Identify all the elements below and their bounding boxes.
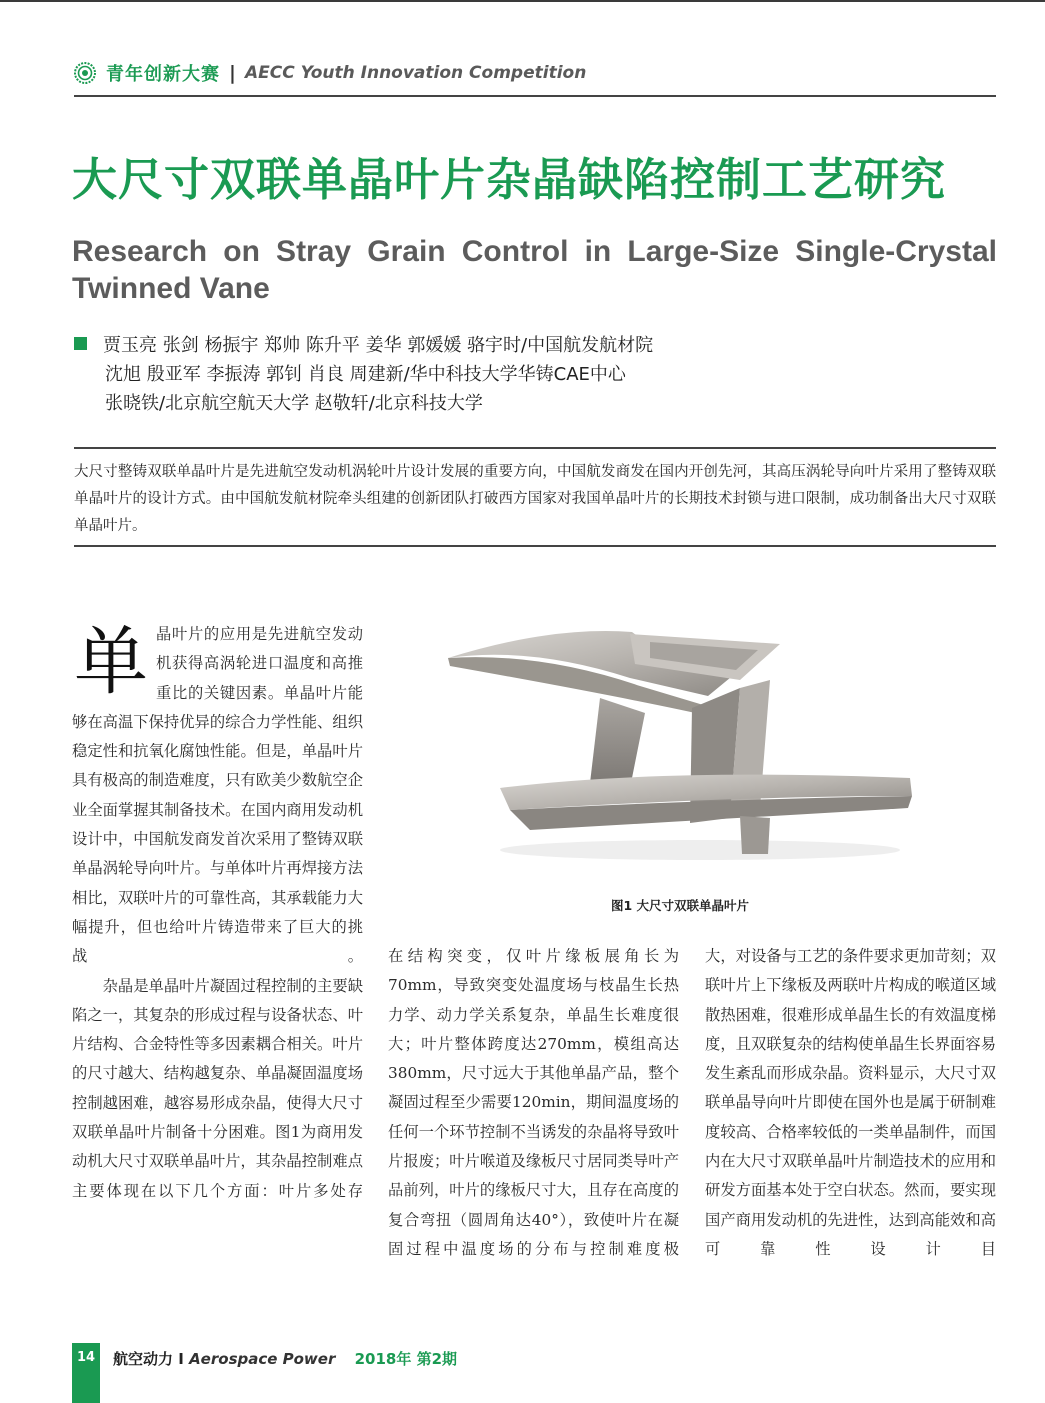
issue-label: 2018年 第2期 xyxy=(354,1350,458,1368)
paragraph: 晶叶片的应用是先进航空发动机获得高涡轮进口温度和高推重比的关键因素。单晶叶片能够在高温下保持优异的综合力学性能、组织稳定性和抗氧化腐蚀性能。但是，单晶叶片具有极高的制造难度，只有欧美少数航空企业全面掌握其制备技术。在国内商用发动机设计中，中国航发商发首次采用了整铸双联单晶涡轮导向叶片。与单体叶片再焊接方法相比，双联叶片的可靠性高，其承载能力大幅提升，但也给叶片铸造带来了巨大的挑战。 xyxy=(72,625,363,966)
paragraph: 大，对设备与工艺的条件要求更加苛刻；双联叶片上下缘板及两联叶片构成的喉道区域散热困难，很难形成单晶生长的有效温度梯度，且双联复杂的结构使单晶生长界面容易发生紊乱而形成杂晶。资料显示，大尺寸双联单晶导向叶片即使在国外也是属于研制难度较高、合格率较低的一类单晶制件，而国内在大尺寸双联单晶叶片制造技术的应用和研发方面基本处于空白状态。然而，要实现国产商用发动机的先进性，达到高能效和高可靠性设计目 xyxy=(705,947,996,1258)
paragraph: 在结构突变，仅叶片缘板展角长为70mm，导致突变处温度场与枝晶生长热力学、动力学关系复杂，单晶生长难度很大；叶片整体跨度达270mm，模组高达380mm，尺寸远大于其他单晶产品，整个凝固过程至少需要120min，期间温度场的任何一个环节控制不当诱发的杂晶将导致叶片报废；叶片喉道及缘板尺寸居同类导叶产品前列，叶片的缘板尺寸大，且存在高度的复合弯扭（圆周角达40°），致使叶片在凝固过程中温度场的分布与控制难度极 xyxy=(388,947,679,1258)
running-header xyxy=(74,60,586,86)
green-rosette-logo-icon xyxy=(74,62,96,84)
author-line-2: 沈旭 殷亚军 李振涛 郭钊 肖良 周建新/华中科技大学华铸CAE中心 xyxy=(105,364,626,385)
header-rule xyxy=(74,95,996,97)
header-separator: | xyxy=(229,62,236,84)
figure-caption: 图1 大尺寸双联单晶叶片 xyxy=(611,898,750,913)
green-square-bullet-icon xyxy=(74,337,87,350)
article-title-cn: 大尺寸双联单晶叶片杂晶缺陷控制工艺研究 xyxy=(72,153,947,206)
body-column-1 xyxy=(72,620,363,1206)
abstract: 大尺寸整铸双联单晶叶片是先进航空发动机涡轮叶片设计发展的重要方向，中国航发商发在国内开创先河，其高压涡轮导向叶片采用了整铸双联单晶叶片的设计方式。由中国航发航材院牵头组建的创新团队打破西方国家对我国单晶叶片的长期技术封锁与进口限制，成功制备出大尺寸双联单晶叶片。 xyxy=(74,464,996,534)
journal-name-cn: 航空动力 xyxy=(113,1350,174,1368)
body-column-2 xyxy=(388,942,679,1264)
author-line xyxy=(74,331,653,360)
abstract-top-rule xyxy=(74,447,996,449)
abstract-bottom-rule xyxy=(74,545,996,547)
footer-separator: I xyxy=(178,1350,184,1368)
author-list xyxy=(74,331,653,418)
running-footer xyxy=(113,1348,457,1369)
journal-name-en: Aerospace Power xyxy=(189,1350,336,1368)
body-column-3 xyxy=(705,942,996,1264)
paragraph: 杂晶是单晶叶片凝固过程控制的主要缺陷之一，其复杂的形成过程与设备状态、叶片结构、合金特性等多因素耦合相关。叶片的尺寸越大、结构越复杂、单晶凝固温度场控制越困难，越容易形成杂晶，使得大尺寸双联单晶叶片制备十分困难。图1为商用发动机大尺寸双联单晶叶片，其杂晶控制难点主要体现在以下几个方面：叶片多处存 xyxy=(72,976,363,1200)
section-title-en: AECC Youth Innovation Competition xyxy=(244,63,587,83)
page-number: 14 xyxy=(76,1350,96,1365)
top-rule xyxy=(0,0,1045,2)
article-title-en: Research on Stray Grain Control in Large-Size Single-Crystal Twinned Vane xyxy=(72,235,997,305)
section-title-cn: 青年创新大赛 xyxy=(106,64,220,85)
author-line-3: 张晓铁/北京航空航天大学 赵敬轩/北京科技大学 xyxy=(105,393,483,414)
drop-cap: 单 xyxy=(74,619,148,705)
author-line-1: 贾玉亮 张剑 杨振宇 郑帅 陈升平 姜华 郭媛媛 骆宇时/中国航发航材院 xyxy=(103,335,654,356)
figure-vane-photo xyxy=(440,618,920,863)
